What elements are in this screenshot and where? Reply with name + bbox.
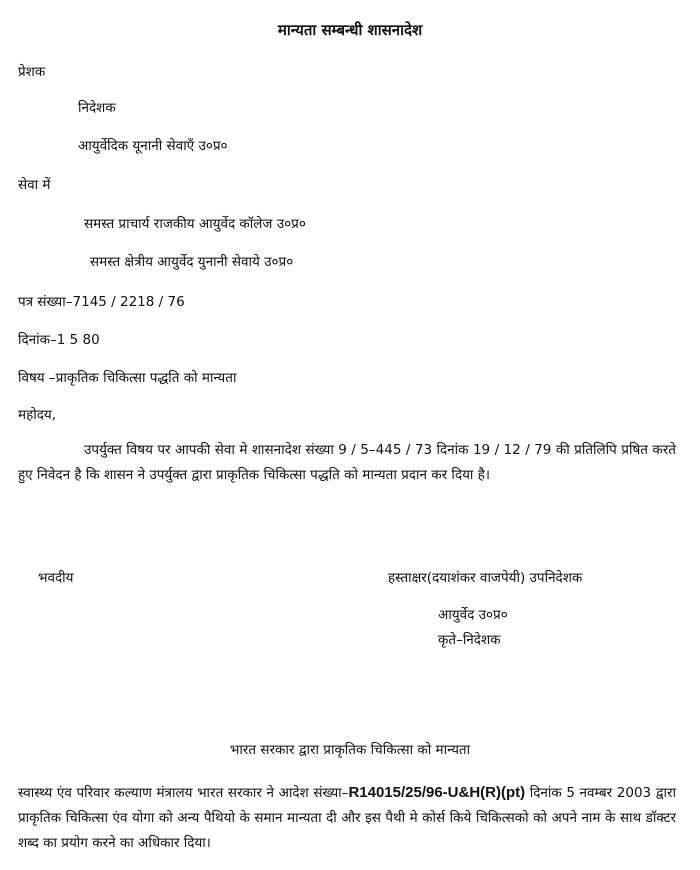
closing: भवदीय (38, 570, 74, 586)
letter-body: उपर्युक्त विषय पर आपकी सेवा मे शासनादेश संख्या 9 / 5–445 / 73 दिनांक 19 / 12 / 79 की प्रतिलिपि प्रषित करते हुए निवेदन है कि शासन ने उपर्युक्त द्वारा प्राकृतिक चिकित्सा पद्धति को मान्यता प्रदान कर दिया है। (18, 442, 676, 483)
signatory-office: आयुर्वेद उ०प्र० (438, 607, 508, 623)
recipient-label: सेवा में (18, 177, 51, 193)
signature-line: हस्ताक्षर(दयाशंकर वाजपेयी) उपनिदेशक (388, 570, 583, 586)
letter-subject: विषय –प्राकृतिक चिकित्सा पद्धति को मान्यता (18, 370, 237, 386)
sender-office: आयुर्वेदिक यूनानी सेवाएँ उ०प्र० (78, 138, 228, 154)
section-heading: भारत सरकार द्वारा प्राकृतिक चिकित्सा को मान्यता (229, 742, 471, 758)
letter-date: दिनांक–1 5 80 (18, 332, 100, 348)
sender-label: प्रेशक (18, 64, 46, 80)
section-paragraph (18, 780, 676, 856)
salutation: महोदय, (18, 407, 57, 423)
order-number: R14015/25/96-U&H(R)(pt) (348, 784, 526, 801)
recipient-line-1: समस्त प्राचार्य राजकीय आयुर्वेद कॉलेज उ०प्र० (84, 216, 306, 232)
sender-designation: निदेशक (78, 100, 116, 116)
recipient-line-2: समस्त क्षेत्रीय आयुर्वेद युनानी सेवाये उ०प्र० (90, 254, 294, 270)
letter-number: पत्र संख्या–7145 / 2218 / 76 (18, 294, 185, 310)
document-title: मान्यता सम्बन्धी शासनादेश (277, 21, 423, 39)
section-text-before: स्वास्थ्य एंव परिवार कल्याण मंत्रालय भारत सरकार ने आदेश संख्या– (18, 785, 349, 801)
signatory-on-behalf: कृते–निदेशक (438, 632, 501, 648)
section-text-after: दिनांक 5 नवम्बर 2003 द्वारा प्राकृतिक चिकित्सा एंव योगा को अन्य पैथियो के समान मान्यता दी और इस पैथी मे कोर्स किये चिकित्सको को अपने नाम के साथ डॉक्टर शब्द का प्रयोग करने का अधिकार दिया। (18, 785, 676, 851)
